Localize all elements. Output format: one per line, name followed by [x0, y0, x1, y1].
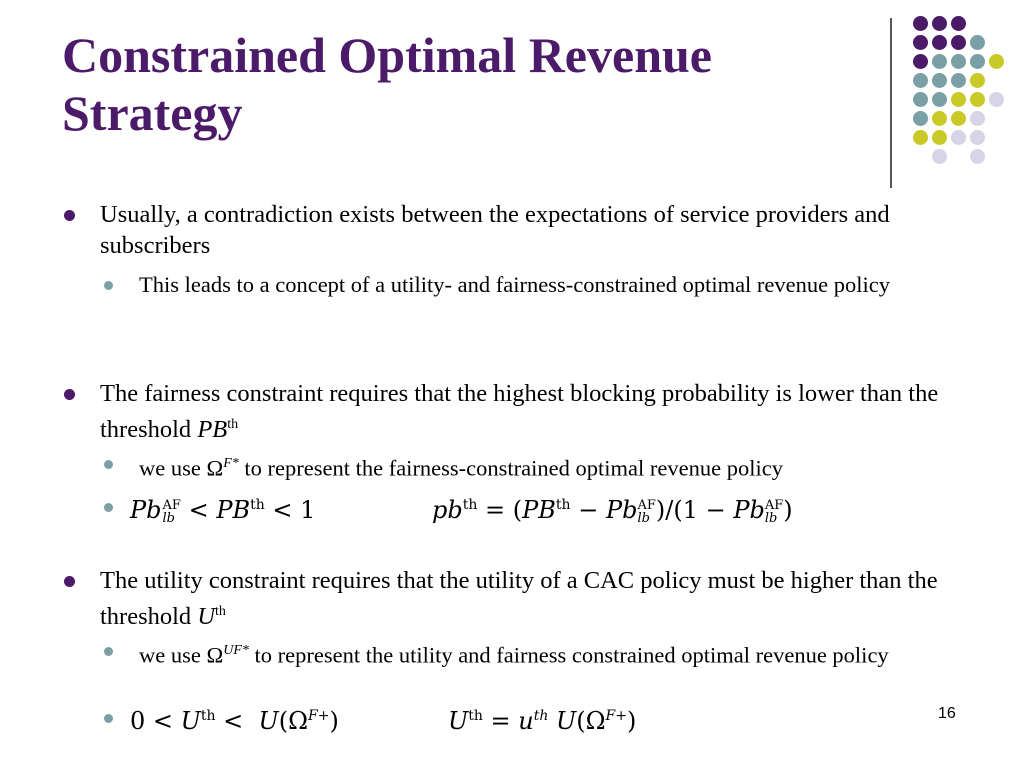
- sub-bullet-marker: [104, 281, 113, 290]
- decor-dot: [932, 92, 947, 107]
- decor-dot: [932, 35, 947, 50]
- decor-dot: [913, 35, 928, 50]
- decor-dot: [932, 130, 947, 145]
- bullet-marker: [64, 389, 75, 400]
- bullet-marker: [64, 210, 75, 221]
- title-divider: [890, 18, 892, 188]
- decor-dot: [932, 73, 947, 88]
- decor-dot: [932, 149, 947, 164]
- sub-bullet-marker: [104, 714, 113, 723]
- decor-dot: [932, 54, 947, 69]
- slide-title: Constrained Optimal Revenue Strategy: [62, 27, 712, 141]
- bullet-1-text: Usually, a contradiction exists between the expectations of service providers and subscribers: [100, 201, 890, 259]
- utility-inequality: $0 < U^{th} < U(\Omega^{F+})$: [130, 707, 339, 735]
- bullet-marker: [64, 576, 75, 587]
- fairness-inequality: Pb AF lb < $PB^{th} < 1$: [130, 496, 316, 526]
- decor-dot: [970, 73, 985, 88]
- decor-dot: [951, 73, 966, 88]
- decor-dot: [970, 54, 985, 69]
- decor-dot: [989, 54, 1004, 69]
- decor-dot: [913, 111, 928, 126]
- utility-threshold-formula: $U^{th} = u^{th}$ $U(\Omega^{F+})$: [448, 707, 637, 735]
- decor-dot: [951, 35, 966, 50]
- decor-dot: [951, 111, 966, 126]
- omega-prefix: we use Ω: [139, 455, 224, 481]
- decor-dot: [951, 16, 966, 31]
- u-symbol-sup: th: [215, 604, 226, 619]
- decor-dot: [913, 54, 928, 69]
- sub-bullet-marker: [104, 460, 113, 469]
- decor-dot: [970, 92, 985, 107]
- decor-dot: [951, 54, 966, 69]
- omega-suffix: to represent the utility and fairness constrained optimal revenue policy: [248, 642, 889, 668]
- sub-bullet-marker: [104, 647, 113, 656]
- decor-dot: [951, 92, 966, 107]
- decor-dot: [932, 111, 947, 126]
- decor-dot: [970, 149, 985, 164]
- decor-dot: [970, 130, 985, 145]
- u-symbol: U: [197, 603, 216, 631]
- decor-dot: [913, 130, 928, 145]
- bullet-3-text-body: The utility constraint requires that the utility of a CAC policy must be higher than the threshold: [100, 567, 938, 631]
- decor-dot: [913, 92, 928, 107]
- decor-dot: [970, 111, 985, 126]
- bullet-1-sub-1-text: This leads to a concept of a utility- and fairness-constrained optimal revenue policy: [139, 272, 891, 297]
- bullet-2-text: [100, 378, 960, 445]
- fairness-threshold-formula: $pb^{th} = (PB^{th} - Pb$ AF lb )/(1 − Pb AF lb ): [432, 496, 793, 526]
- bullet-3-sub-1-text: [139, 635, 929, 671]
- page-number: 16: [938, 705, 956, 722]
- decor-dot: [932, 16, 947, 31]
- pb-symbol: PB: [197, 416, 228, 444]
- omega-sup: F*: [223, 456, 239, 471]
- sub-bullet-marker: [104, 503, 113, 512]
- bullet-2-sub-1-text: [139, 448, 979, 484]
- bullet-3-text: [100, 565, 960, 632]
- omega-sup: UF*: [223, 643, 249, 658]
- decor-dot: [913, 73, 928, 88]
- decor-dot: [913, 16, 928, 31]
- decor-dot: [989, 92, 1004, 107]
- omega-suffix: to represent the fairness-constrained optimal revenue policy: [238, 455, 783, 481]
- bullet-2-text-body: The fairness constraint requires that the highest blocking probability is lower than the threshold: [100, 380, 939, 444]
- omega-prefix: we use Ω: [139, 642, 224, 668]
- decor-dot: [970, 35, 985, 50]
- decor-dot: [951, 130, 966, 145]
- pb-symbol-sup: th: [227, 417, 239, 432]
